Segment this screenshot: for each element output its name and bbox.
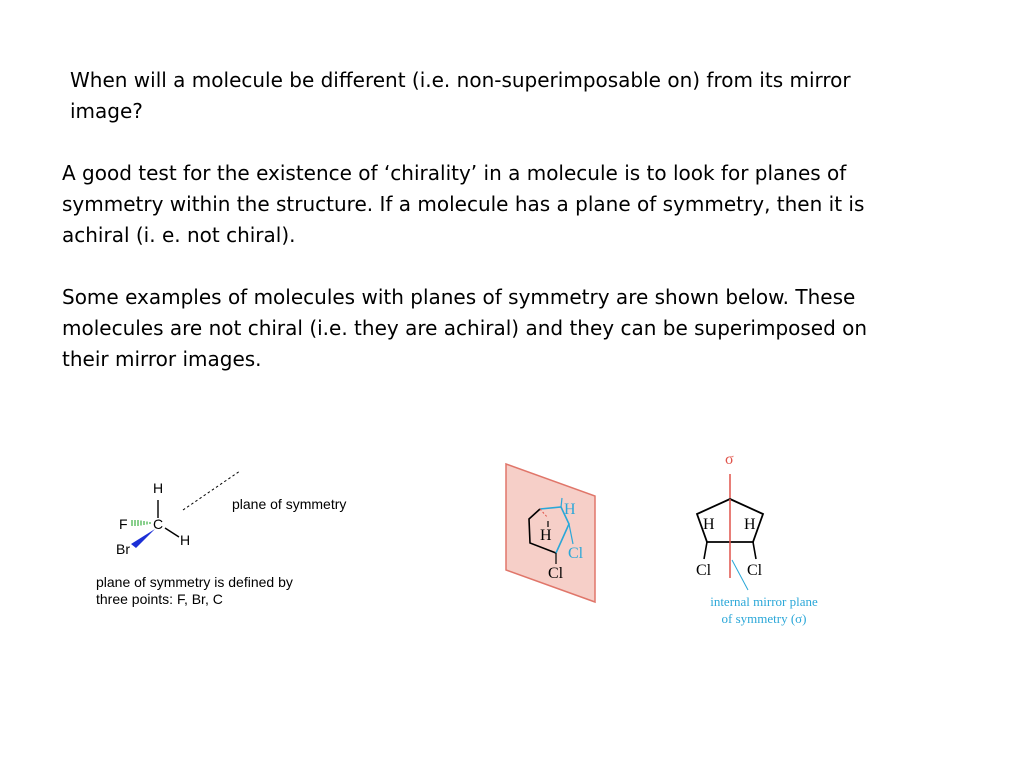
plane-of-symmetry-label: plane of symmetry bbox=[232, 496, 347, 512]
plane-caption-line-2: three points: F, Br, C bbox=[96, 591, 223, 607]
atom-c: C bbox=[153, 516, 164, 532]
hashed-bond-c-f bbox=[132, 520, 150, 526]
atom-h-left: H bbox=[703, 516, 715, 533]
bond-c-h-right bbox=[165, 528, 179, 537]
chirality-test-paragraph: A good test for the existence of ‘chirality’ in a molecule is to look for planes of symmetry within the structure. If a molecule has a plane of symmetry, then it is achiral (i. e. not chiral). bbox=[62, 161, 865, 247]
atom-cl-left: Cl bbox=[696, 562, 712, 579]
atom-h-right: H bbox=[744, 516, 756, 533]
bond-to-cl-left bbox=[704, 542, 707, 559]
atom-cl-right: Cl bbox=[747, 562, 763, 579]
atom-cl-bottom: Cl bbox=[548, 565, 564, 582]
atom-f: F bbox=[119, 516, 128, 532]
figure-internal-mirror-plane bbox=[680, 450, 840, 630]
internal-mirror-caption-line-1: internal mirror plane bbox=[710, 594, 818, 609]
atom-h-front: H bbox=[540, 527, 552, 544]
atom-cl-right: Cl bbox=[568, 545, 584, 562]
internal-mirror-caption-line-2: of symmetry (σ) bbox=[721, 611, 807, 626]
figure-mirror-plane-cyclopentane bbox=[500, 460, 610, 610]
examples-paragraph: Some examples of molecules with planes of symmetry are shown below. These molecules are not chiral (i.e. they are achiral) and they can be superimposed on their mirror images. bbox=[62, 285, 868, 371]
caption-pointer-line bbox=[732, 560, 748, 590]
atom-h-top: H bbox=[153, 480, 164, 496]
plane-caption-line-1: plane of symmetry is defined by bbox=[96, 574, 293, 590]
plane-definition-caption bbox=[96, 574, 293, 608]
atom-br: Br bbox=[116, 541, 130, 557]
atom-h-back: H bbox=[564, 501, 576, 518]
wedge-bond-c-br bbox=[131, 529, 155, 548]
sigma-symbol: σ bbox=[725, 451, 734, 468]
atom-h-right: H bbox=[180, 532, 191, 548]
question-text: When will a molecule be different (i.e. non-superimposable on) from its mirror image? bbox=[70, 68, 851, 123]
figure-plane-of-symmetry-molecule bbox=[110, 470, 360, 570]
bond-to-cl-right bbox=[753, 542, 756, 559]
